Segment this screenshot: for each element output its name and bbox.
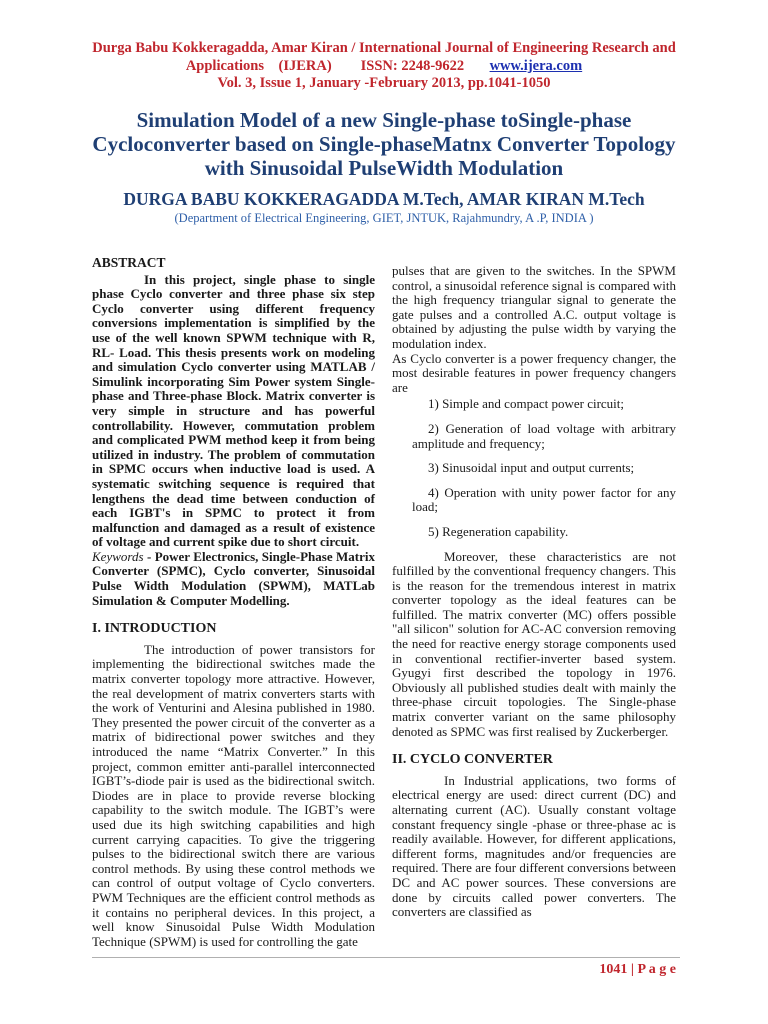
journal-website-link[interactable]: www.ijera.com xyxy=(489,57,583,74)
matrix-converter-paragraph: Moreover, these characteristics are not fulfilled by the conventional frequency changers. This is the reason for the tremendous interest in matrix converter topology as the ideal features can be fulfilled. The matrix converter (MC) offers possible "all silicon" solution for AC-AC conversion removing the need for reactive energy storage components used in conventional rectifier-inverter based system. Gyugyi first described the topology in 1976. Obviously all published studies dealt with mainly the three-phase circuit topologies. The Single-phase matrix converter variant on the same philosophy denoted as SPMC was first realised by Zuckerberger. xyxy=(392,548,676,739)
header-line-1: Durga Babu Kokkeragadda, Amar Kiran / International Journal of Engineering Research and xyxy=(92,40,676,56)
cyclo-converter-heading: II. CYCLO CONVERTER xyxy=(392,752,553,768)
header-line-2 xyxy=(60,58,708,76)
spwm-paragraph: pulses that are given to the switches. In the SPWM control, a sinusoidal reference signal is compared with the high frequency triangular signal to generate the gate pulses and a controlled A.C. output voltage is obtained by adjusting the pulse width by varying the modulation index. xyxy=(392,263,676,351)
feature-item: 1) Simple and compact power circuit; xyxy=(428,396,625,412)
feature-list xyxy=(392,397,676,539)
keywords-label: Keywords xyxy=(92,548,144,564)
left-column xyxy=(92,252,375,949)
abstract-text: In this project, single phase to single phase Cyclo converter and three phase six step Cyclo converter using different frequency conversions implementation is simplified by the use of the well known SPWM technique with R, RL- Load. This thesis presents work on modeling and simulation Cyclo converter using MATLAB / Simulink incorporating Sim Power system Single-phase and Three-phase Block. Matrix converter is very simple in structure and has powerful controllability. However, commutation problem and complicated PWM method keep it from being utilized in industry. The problem of commutation in SPMC occurs when inductive load is used. A systematic switching sequence is required that lengthens the dead time between conduction of each IGBT's in SPMC to protect it from malfunction and damaged as a result of existence of voltage and current spike due to short circuit. xyxy=(92,271,375,550)
author-line: DURGA BABU KOKKERAGADDA M.Tech, AMAR KIRAN M.Tech xyxy=(123,189,645,209)
features-intro: As Cyclo converter is a power frequency changer, the most desirable features in power frequency changers are xyxy=(392,350,676,395)
introduction-text: The introduction of power transistors for implementing the bidirectional switches made the matrix converter topology more attractive. However, the real development of matrix converters starts with the work of Venturini and Alesina published in 1980. They presented the power circuit of the converter as a matrix of bidirectional power switches and they introduced the name “Matrix Converter.” In this project, common emitter anti-parallel interconnected IGBT’s-diode pair is used as the bidirectional switch. Diodes are in place to provide reverse blocking capability to the switch module. The IGBT’s were used due its high switching capabilities and high current carrying capacities. To give the triggering pulses to the bidirectional switch there are various control methods. By using these control methods we can control of output voltage of Cyclo converters. PWM Techniques are the efficient control methods as it contains no peripheral devices. In this project, a well know Sinusoidal Pulse Width Modulation Technique (SPWM) is used for controlling the gate xyxy=(92,641,375,949)
paper-title xyxy=(60,108,708,180)
keywords xyxy=(92,550,375,608)
cyclo-converter-text: In Industrial applications, two forms of electrical energy are used: direct current (DC) and alternating current (AC). Usually constant voltage constant frequency single -phase or three-phase ac is readily available. However, for different applications, different forms, magnitudes and/or frequencies are required. There are four different conversions between DC and AC power sources. These conversions are done by circuits called power converters. The converters are classified as xyxy=(392,772,676,920)
title-line-3: with Sinusoidal PulseWidth Modulation xyxy=(204,156,564,180)
right-column xyxy=(392,264,676,920)
feature-item: 5) Regeneration capability. xyxy=(428,523,569,539)
title-line-1: Simulation Model of a new Single-phase toSingle-phase xyxy=(136,108,632,132)
feature-item: 3) Sinusoidal input and output currents; xyxy=(428,460,635,476)
feature-item: 2) Generation of load voltage with arbitrary amplitude and frequency; xyxy=(412,420,676,451)
header-line-3: Vol. 3, Issue 1, January -February 2013, pp.1041-1050 xyxy=(217,75,551,91)
feature-item: 4) Operation with unity power factor for any load; xyxy=(412,484,676,515)
journal-header xyxy=(60,40,708,93)
abstract-heading: ABSTRACT xyxy=(92,255,166,270)
header-issn: Applications (IJERA) ISSN: 2248-9622 xyxy=(185,57,490,74)
title-line-2: Cycloconverter based on Single-phaseMatnx Converter Topology xyxy=(92,132,676,156)
affiliation: (Department of Electrical Engineering, GIET, JNTUK, Rajahmundry, A .P, INDIA ) xyxy=(174,211,594,225)
page-number: 1041 | P a g e xyxy=(599,962,676,977)
keywords-text: - Power Electronics, Single-Phase Matrix Converter (SPMC), Cyclo converter, Sinusoidal Pulse Width Modulation (SPWM), MATLab Simulation & Computer Modelling. xyxy=(92,548,375,608)
introduction-heading: I. INTRODUCTION xyxy=(92,621,217,637)
footer-rule xyxy=(92,957,680,958)
